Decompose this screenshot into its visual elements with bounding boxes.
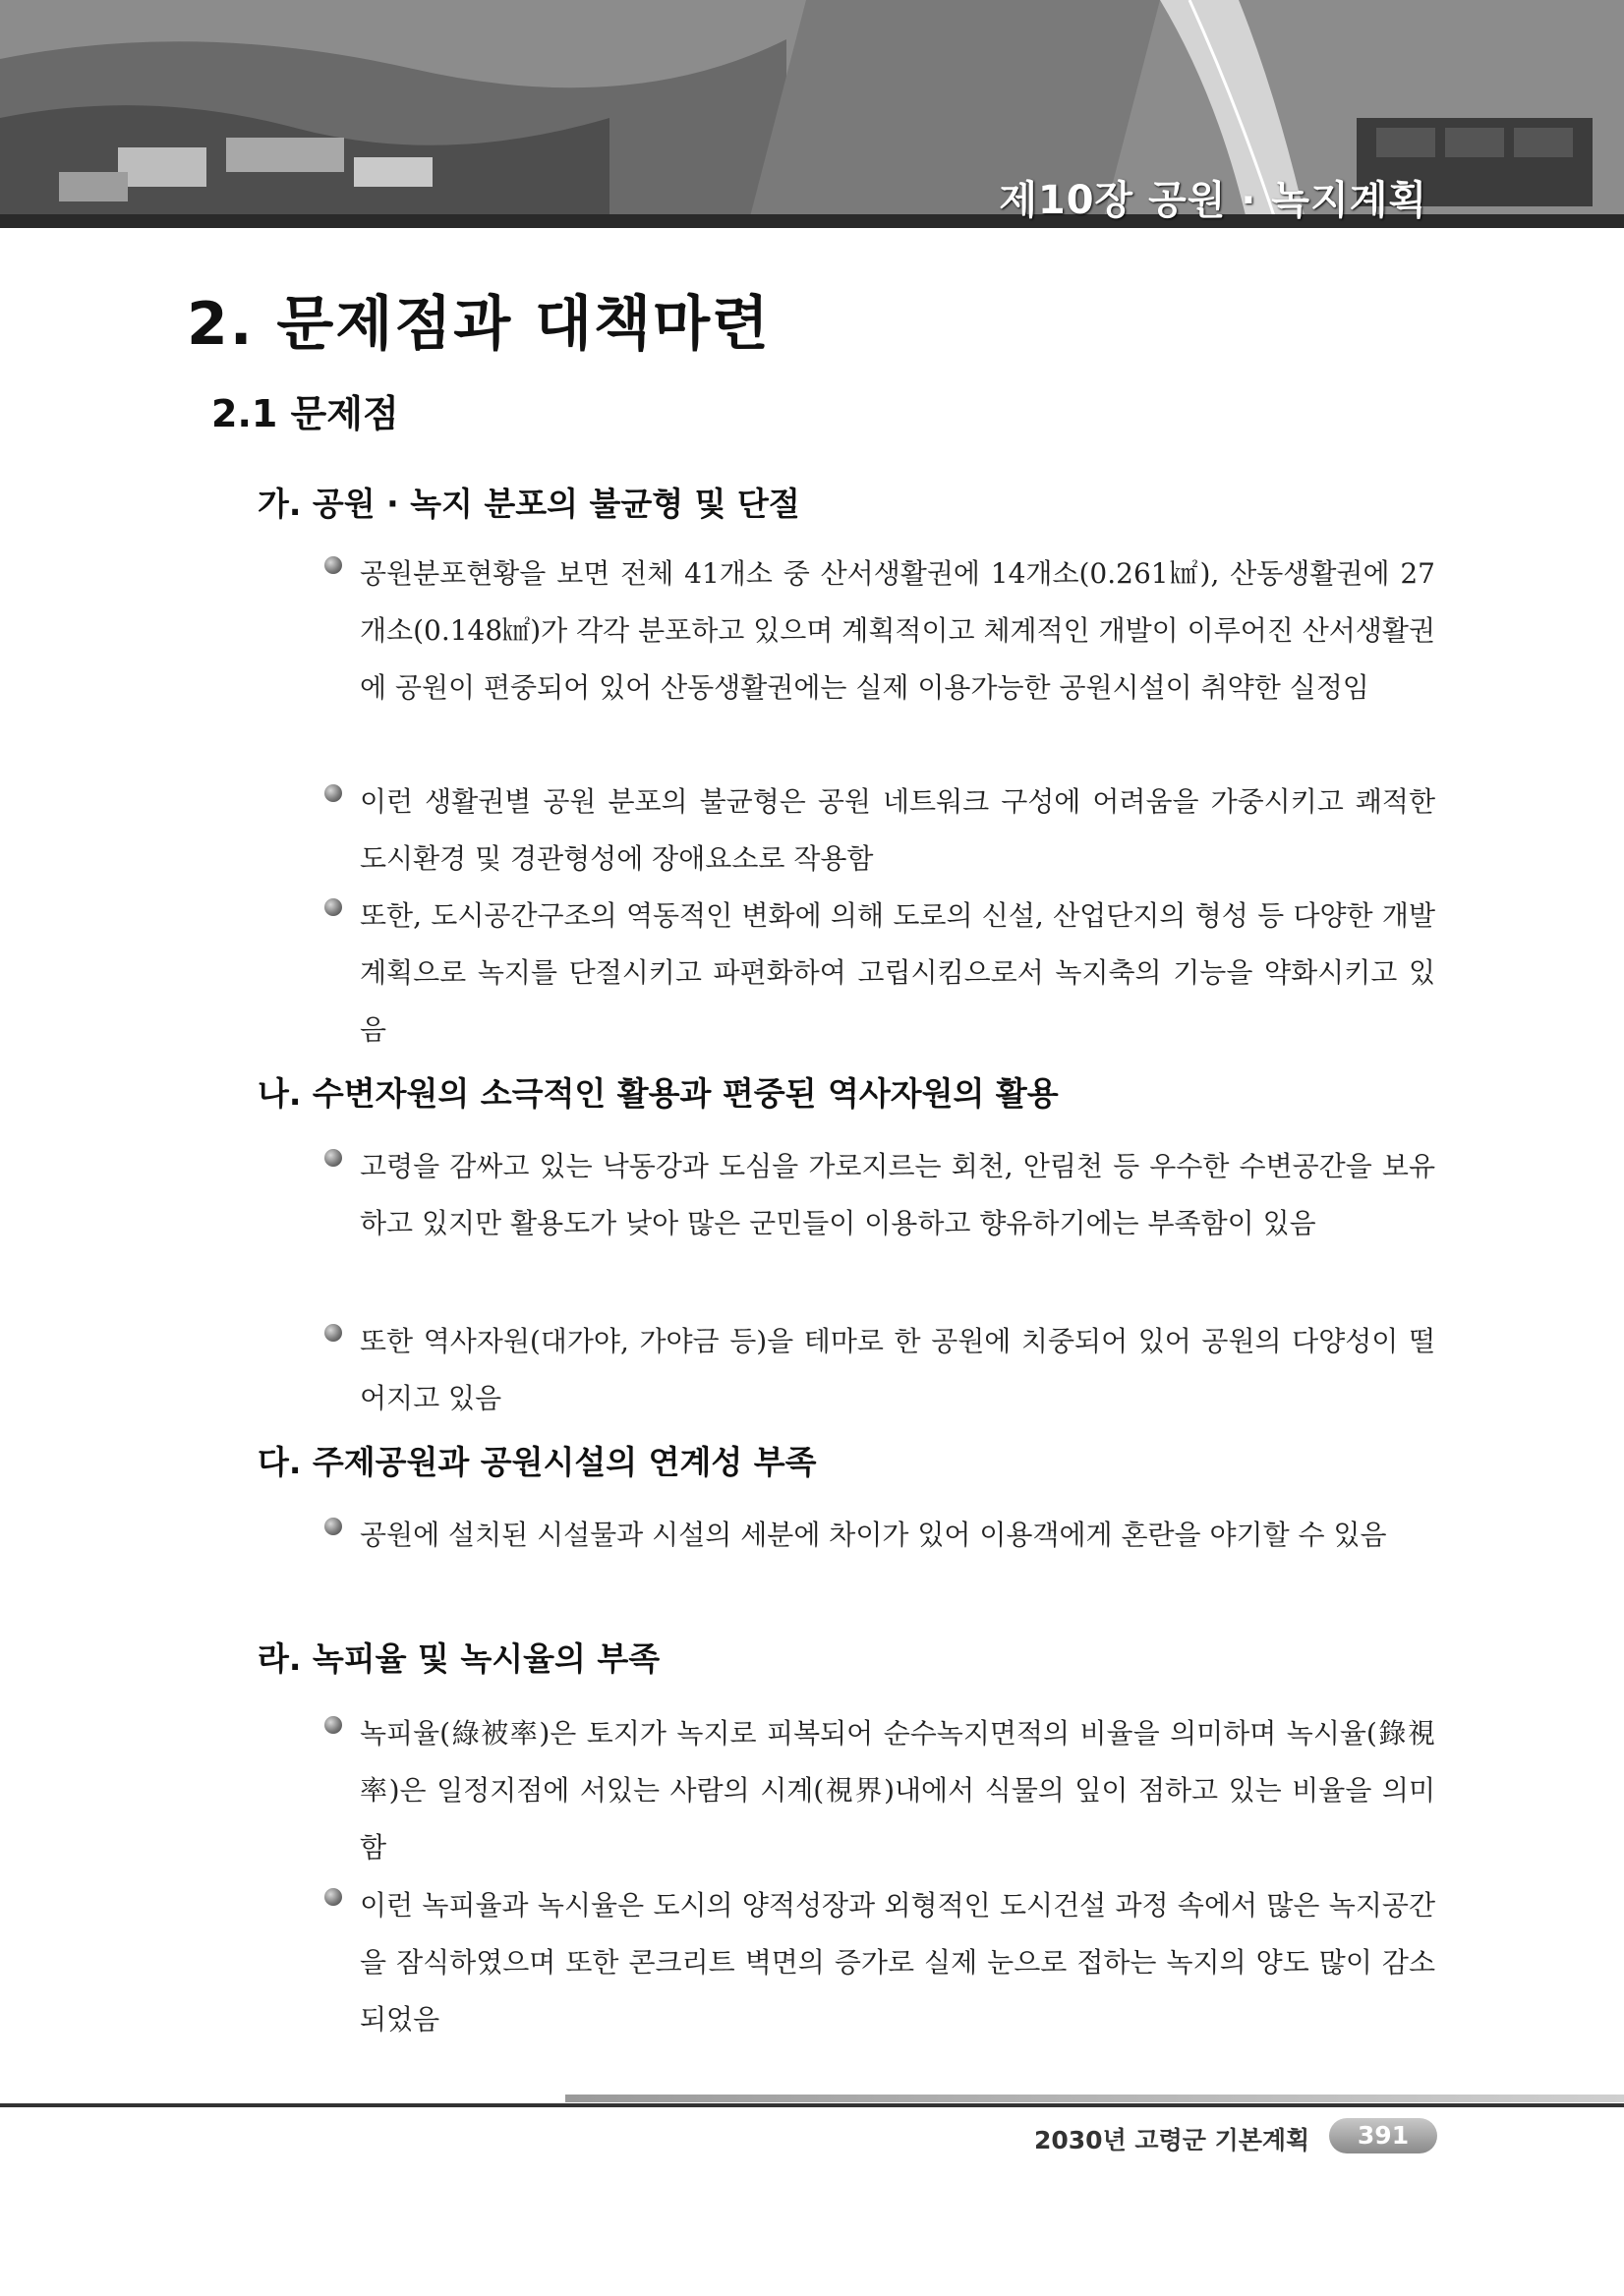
item-heading-na: 나. 수변자원의 소극적인 활용과 편중된 역사자원의 활용	[258, 1074, 1059, 1113]
bullet-dot-icon	[324, 784, 342, 802]
bullet-ra-1	[324, 1705, 1435, 1876]
bullet-text: 이런 녹피율과 녹시율은 도시의 양적성장과 외형적인 도시건설 과정 속에서 많은 녹지공간을 잠식하였으며 또한 콘크리트 벽면의 증가로 실제 눈으로 접하는 녹지의 양도 많이 감소되었음	[360, 1889, 1435, 2036]
bullet-na-2	[324, 1313, 1435, 1427]
section-title: 2. 문제점과 대책마련	[187, 290, 771, 359]
bullet-da-1	[324, 1507, 1435, 1564]
item-heading-ga: 가. 공원 · 녹지 분포의 불균형 및 단절	[258, 485, 800, 523]
subsection-title: 2.1 문제점	[211, 392, 399, 435]
bullet-dot-icon	[324, 1324, 342, 1342]
bullet-text: 공원에 설치된 시설물과 시설의 세분에 차이가 있어 이용객에게 혼란을 야기할 수 있음	[360, 1519, 1387, 1551]
header-banner-photo	[0, 0, 1624, 228]
bullet-dot-icon	[324, 1518, 342, 1535]
chapter-title: 제10장 공원 · 녹지계획	[999, 178, 1427, 223]
footer-accent-line	[565, 2095, 1624, 2102]
item-heading-da: 다. 주제공원과 공원시설의 연계성 부족	[258, 1443, 817, 1481]
bullet-dot-icon	[324, 1716, 342, 1734]
bullet-text: 또한 역사자원(대가야, 가야금 등)을 테마로 한 공원에 치중되어 있어 공원의 다양성이 떨어지고 있음	[360, 1325, 1435, 1414]
bullet-text: 녹피율(綠被率)은 토지가 녹지로 피복되어 순수녹지면적의 비율을 의미하며 녹시율(錄視率)은 일정지점에 서있는 사람의 시계(視界)내에서 식물의 잎이 점하고 있는 비율을 의미함	[360, 1717, 1435, 1864]
item-heading-ra: 라. 녹피율 및 녹시율의 부족	[258, 1639, 661, 1678]
page-number-badge: 391	[1329, 2118, 1437, 2153]
bullet-ga-3	[324, 888, 1435, 1059]
footer-book-title: 2030년 고령군 기본계획	[1034, 2126, 1310, 2154]
bullet-text: 고령을 감싸고 있는 낙동강과 도심을 가로지르는 회천, 안림천 등 우수한 수변공간을 보유하고 있지만 활용도가 낮아 많은 군민들이 이용하고 향유하기에는 부족함이 있음	[360, 1150, 1435, 1239]
bullet-text: 공원분포현황을 보면 전체 41개소 중 산서생활권에 14개소(0.261㎢), 산동생활권에 27개소(0.148㎢)가 각각 분포하고 있으며 계획적이고 체계적인 개발이 이루어진 산서생활권에 공원이 편중되어 있어 산동생활권에는 실제 이용가능한 공원시설이 취약한 실정임	[360, 557, 1435, 704]
bullet-ra-2	[324, 1877, 1435, 2048]
bullet-dot-icon	[324, 1149, 342, 1167]
bullet-text: 이런 생활권별 공원 분포의 불균형은 공원 네트워크 구성에 어려움을 가중시키고 쾌적한 도시환경 및 경관형성에 장애요소로 작용함	[360, 785, 1435, 875]
bullet-dot-icon	[324, 1888, 342, 1906]
bullet-text: 또한, 도시공간구조의 역동적인 변화에 의해 도로의 신설, 산업단지의 형성 등 다양한 개발계획으로 녹지를 단절시키고 파편화하여 고립시킴으로서 녹지축의 기능을 약화시키고 있음	[360, 899, 1435, 1046]
bullet-ga-2	[324, 774, 1435, 888]
bullet-na-1	[324, 1138, 1435, 1252]
bullet-dot-icon	[324, 898, 342, 916]
bullet-ga-1	[324, 545, 1435, 717]
footer-rule	[0, 2103, 1624, 2107]
bullet-dot-icon	[324, 556, 342, 574]
